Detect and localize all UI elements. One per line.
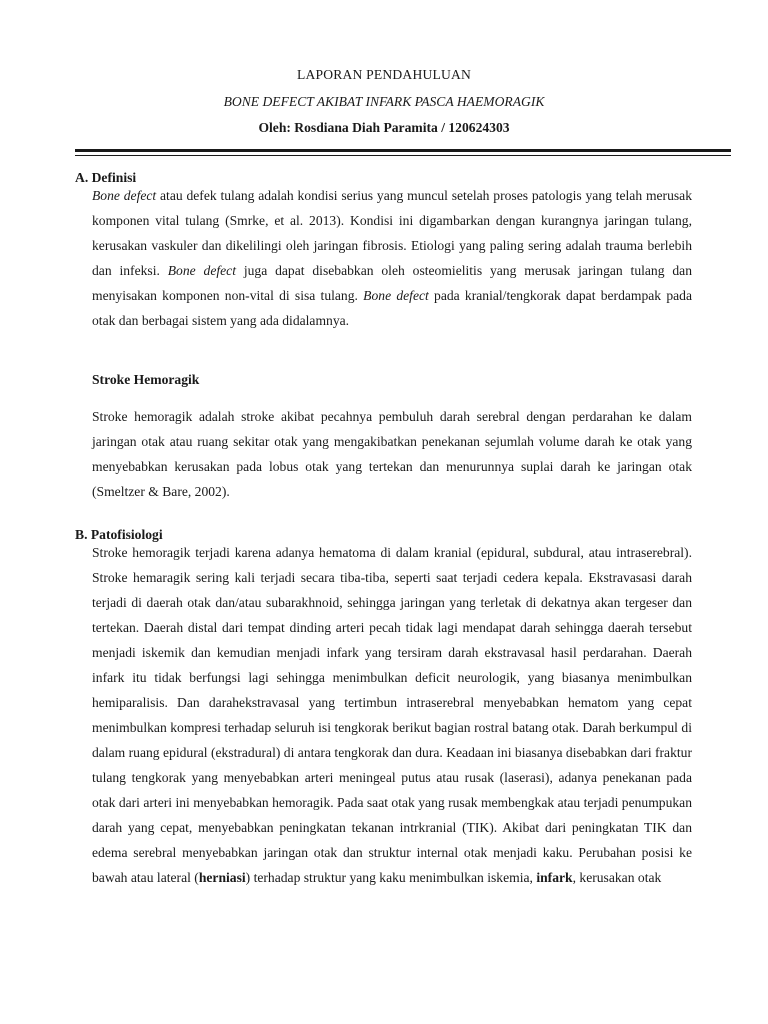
patofisiologi-text-2: ) terhadap struktur yang kaku menimbulkan iskemia, [245, 870, 537, 885]
patofisiologi-text-1: Stroke hemoragik terjadi karena adanya hematoma di dalam kranial (epidural, subdural, atau intraserebral). Stroke hemaragik sering kali terjadi secara tiba-tiba, seperti saat terjadi cedera kepala. Ekstravasasi darah terjadi di daerah otak dan/atau subarakhnoid, sehingga jaringan yang terletak di dekatnya akan tergeser dan tertekan. Daerah distal dari tempat dinding arteri pecah tidak lagi mendapat darah sehingga daerah tersebut menjadi iskemik dan kemudian menjadi infark yang tersiram darah ekstravasal hasil perdarahan. Daerah infark itu tidak berfungsi lagi sehingga menimbulkan deficit neurologik, yang biasanya menimbulkan hemiparalisis. Dan darahekstravasal yang tertimbun intraserebral menyebabkan hematom yang cepat menimbulkan kompresi terhadap seluruh isi tengkorak berikut bagian rostral batang otak. Darah berkumpul di dalam ruang epidural (ekstradural) di antara tengkorak dan dura. Keadaan ini biasanya disebabkan dari fraktur tulang tengkorak yang menyebabkan arteri meningeal putus atau rusak (laserasi), adanya penekanan pada otak dari arteri ini menyebabkan hemoragik. Pada saat otak yang rusak membengkak atau terjadi penumpukan darah yang cepat, menyebabkan peningkatan tekanan intrkranial (TIK). Akibat dari peningkatan TIK dan edema serebral menyebabkan jaringan otak dan struktur internal otak menjadi kaku. Perubahan posisi ke bawah atau lateral ( [92, 545, 692, 885]
section-b-heading: B. Patofisiologi [75, 527, 163, 542]
stroke-paragraph: Stroke hemoragik adalah stroke akibat pecahnya pembuluh darah serebral dengan perdarahan ke dalam jaringan otak atau ruang sekitar otak yang mengakibatkan penekanan sejumlah volume darah ke otak yang menyebabkan kerusakan pada lobus otak yang tertekan dan menurunnya suplai darah ke jaringan otak (Smeltzer & Bare, 2002). [92, 409, 692, 499]
patofisiologi-paragraph [92, 540, 692, 890]
definisi-text-1: atau defek tulang adalah kondisi serius yang muncul setelah proses patologis yang telah merusak komponen vital tulang (Smrke, et al. 2013). Kondisi ini digambarkan dengan kurangnya jaringan tulang, kerusakan vaskuler dan dikelilingi oleh jaringan fibrosis. Etiologi yang paling sering adalah trauma berlebih dan infeksi. [92, 188, 693, 278]
patofisiologi-text-3: , kerusakan otak [572, 870, 662, 885]
header-rule-thin [75, 155, 731, 156]
stroke-hemoragik-heading: Stroke Hemoragik [92, 372, 200, 387]
report-subtitle: BONE DEFECT AKIBAT INFARK PASCA HAEMORAGIK [223, 94, 545, 109]
report-author: Oleh: Rosdiana Diah Paramita / 120624303 [258, 120, 510, 135]
term-herniasi: herniasi [198, 870, 246, 885]
report-title: LAPORAN PENDAHULUAN [296, 67, 472, 82]
section-a-heading: A. Definisi [75, 170, 137, 185]
term-bone-defect-3: Bone defect [363, 288, 429, 303]
definisi-text-3: pada kranial/tengkorak dapat berdampak pada otak dan berbagai sistem yang ada didalamnya. [92, 288, 693, 328]
term-infark: infark [536, 870, 573, 885]
definisi-paragraph [92, 183, 692, 333]
term-bone-defect-1: Bone defect [92, 188, 157, 203]
term-bone-defect-2: Bone defect [167, 263, 236, 278]
definisi-text-2: juga dapat disebabkan oleh osteomielitis yang merusak jaringan tulang dan menyisakan komponen non-vital di sisa tulang. [92, 263, 693, 303]
header-rule-thick [75, 149, 731, 152]
